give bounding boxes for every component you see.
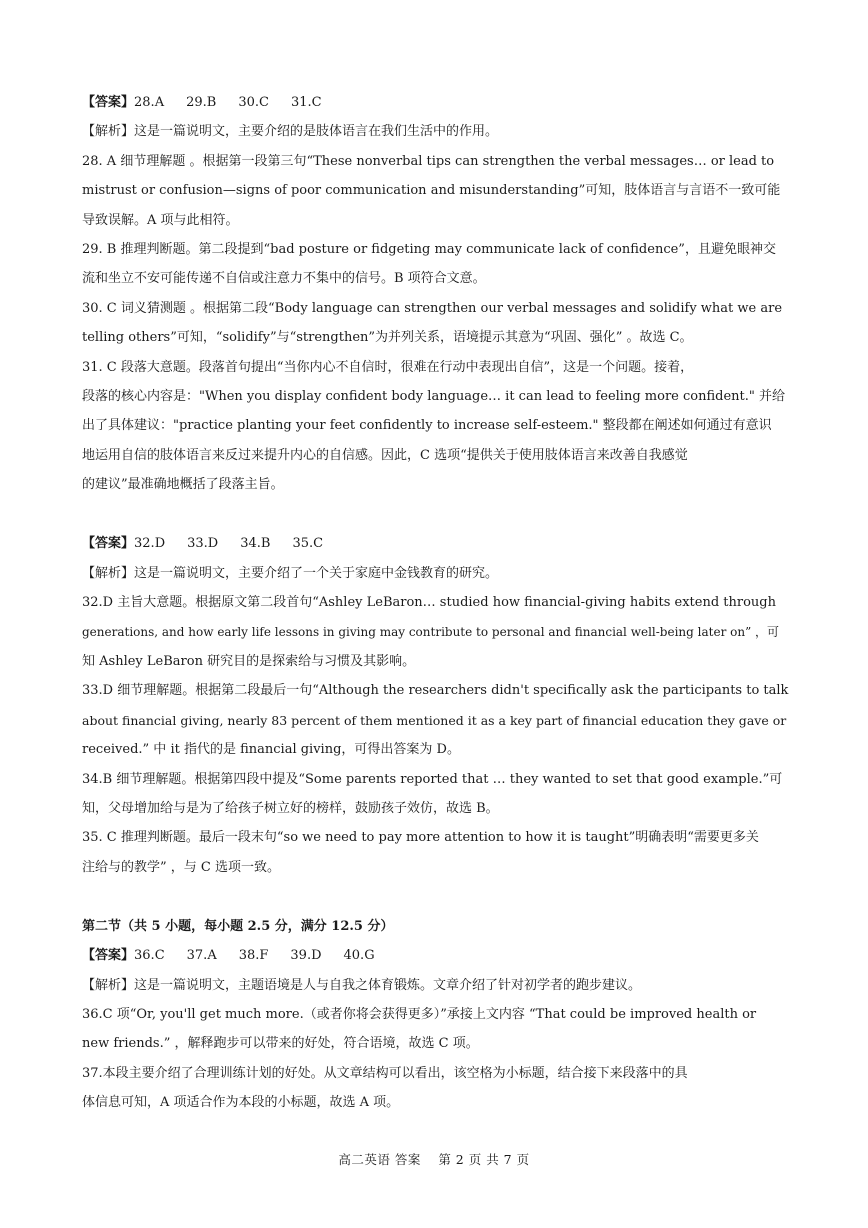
explanation-line: 36.C 项“Or, you'll get much more.（或者你将会获得更多）”承接上文内容 “That could be improved health or <box>82 1006 757 1022</box>
explanation-line: 37.本段主要介绍了合理训练计划的好处。从文章结构可以看出，该空格为小标题，结合接下来段落中的具 <box>82 1065 688 1081</box>
explanation-line: 32.D 主旨大意题。根据原文第二段首句“Ashley LeBaron… studied how financial-giving habits extend through <box>82 595 776 611</box>
section-heading: 第二节（共 5 小题，每小题 2.5 分，满分 12.5 分） <box>82 918 394 934</box>
answer-item: 35.C <box>292 536 324 552</box>
answer-item: 38.F <box>238 948 269 964</box>
explanation-line: 注给与的教学” ，与 C 选项一致。 <box>82 859 280 875</box>
answer-item: 39.D <box>290 948 322 964</box>
answer-label: 【答案】 <box>82 95 135 110</box>
explanation-line: 35. C 推理判断题。最后一段末句“so we need to pay more attention to how it is taught”明确表明“需要更多关 <box>82 830 759 846</box>
explanation-line: 知 Ashley LeBaron 研究目的是探索给与习惯及其影响。 <box>82 653 416 669</box>
explanation-line: 知，父母增加给与是为了给孩子树立好的榜样，鼓励孩子效仿，故选 B。 <box>82 800 499 816</box>
explanation-line: 流和坐立不安可能传递不自信或注意力不集中的信号。B 项符合文意。 <box>82 271 486 287</box>
explanation-line: 出了具体建议："practice planting your feet confidently to increase self-esteem." 整段都在阐述如何通过有意识 <box>82 418 772 434</box>
explanation-line: 30. C 词义猜测题 。根据第二段“Body language can strengthen our verbal messages and solidify what we are <box>82 300 783 316</box>
answer-item: 31.C <box>290 95 322 110</box>
explanation-line: about financial giving, nearly 83 percent of them mentioned it as a key part of financial education they gave or <box>82 712 787 728</box>
answer-key-32-35 <box>82 529 788 558</box>
answer-item: 37.A <box>186 948 217 964</box>
answer-item: 32.D <box>134 536 166 552</box>
explanation-line: new friends.” ，解释跑步可以带来的好处，符合语境，故选 C 项。 <box>82 1036 479 1052</box>
explanation-line: 34.B 细节理解题。根据第四段中提及“Some parents reported that … they wanted to set that good example.”可 <box>82 771 783 787</box>
page-footer: 高二英语 答案 第 2 页 共 7 页 <box>338 1152 530 1167</box>
answer-item: 29.B <box>186 95 217 110</box>
answer-item: 36.C <box>134 948 165 964</box>
explanation-line: 体信息可知，A 项适合作为本段的小标题，故选 A 项。 <box>82 1095 400 1111</box>
answer-sheet-page <box>82 88 788 1118</box>
explanation-line: generations, and how early life lessons in giving may contribute to personal and financial well-being later on” ，可 <box>82 624 780 639</box>
spacer <box>82 500 788 530</box>
answer-item: 34.B <box>240 536 271 552</box>
answer-item: 30.C <box>238 95 269 110</box>
explanation-line: 导致误解。A 项与此相符。 <box>82 212 239 228</box>
analysis-summary: 【解析】这是一篇说明文，主题语境是人与自我之体育锻炼。文章介绍了针对初学者的跑步建议。 <box>82 977 642 993</box>
explanation-line: telling others”可知，“solidify”与“strengthen”为并列关系，语境提示其意为“巩固、强化” 。故选 C。 <box>82 330 693 346</box>
explanation-line: 28. A 细节理解题 。根据第一段第三句“These nonverbal tips can strengthen the verbal messages… or lead to <box>82 153 775 169</box>
answer-key-36-40 <box>82 941 788 970</box>
explanation-line: 31. C 段落大意题。段落首句提出“当你内心不自信时，很难在行动中表现出自信”，这是一个问题。接着， <box>82 359 694 375</box>
explanation-line: 29. B 推理判断题。第二段提到“bad posture or fidgeting may communicate lack of confidence”，且避免眼神交 <box>82 242 776 258</box>
explanation-line: 的建议”最准确地概括了段落主旨。 <box>82 477 284 493</box>
spacer <box>82 882 788 912</box>
answer-item: 28.A <box>134 95 165 110</box>
explanation-line: 地运用自信的肢体语言来反过来提升内心的自信感。因此，C 选项“提供关于使用肢体语言来改善自我感觉 <box>82 447 688 463</box>
answer-key-28-31 <box>82 88 788 117</box>
explanation-line: 33.D 细节理解题。根据第二段最后一句“Although the researchers didn't specifically ask the participants to talk <box>82 683 789 699</box>
answer-label: 【答案】 <box>82 948 135 964</box>
explanation-line: received.” 中 it 指代的是 financial giving，可得出答案为 D。 <box>82 742 460 758</box>
explanation-line: mistrust or confusion—signs of poor communication and misunderstanding”可知，肢体语言与言语不一致可能 <box>82 183 781 199</box>
answer-label: 【答案】 <box>82 536 135 552</box>
explanation-line: 段落的核心内容是："When you display confident body language… it can lead to feeling more confident." 并给 <box>82 389 785 405</box>
analysis-summary: 【解析】这是一篇说明文，主要介绍了一个关于家庭中金钱教育的研究。 <box>82 565 499 581</box>
answer-item: 33.D <box>187 536 219 552</box>
analysis-summary: 【解析】这是一篇说明文，主要介绍的是肢体语言在我们生活中的作用。 <box>82 124 499 140</box>
answer-item: 40.G <box>343 948 375 964</box>
